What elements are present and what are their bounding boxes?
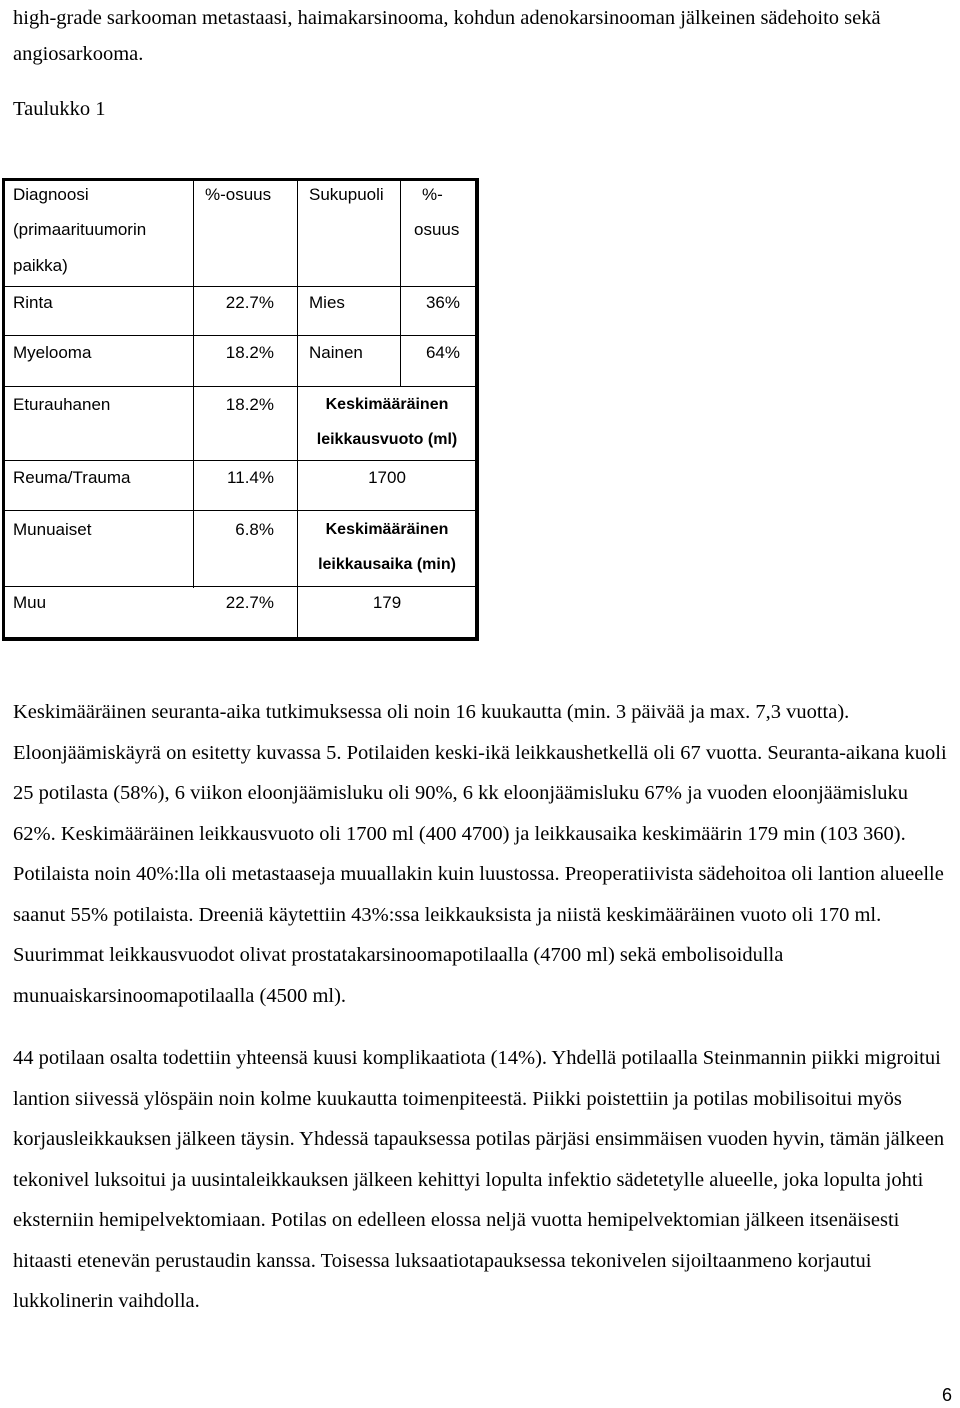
blood-loss-label-line2: leikkausvuoto (ml) [316, 431, 458, 448]
table-col-divider [193, 180, 194, 588]
diagnosis-share: 11.4% [227, 468, 274, 487]
op-time-label-line1: Keskimääräinen [325, 521, 449, 538]
table-title: Taulukko 1 [13, 98, 106, 120]
sex-share: 64% [425, 343, 460, 362]
diagnosis-share: 18.2% [225, 343, 274, 362]
header-diagnosis-line1: Diagnoosi [13, 185, 89, 204]
diagnosis-label: Myelooma [13, 343, 92, 362]
header-sex: Sukupuoli [309, 185, 384, 204]
page-number: 6 [941, 1385, 952, 1405]
table-row-divider [5, 335, 475, 336]
header-sex-share-line1: %- [422, 185, 443, 204]
diagnosis-label: Muu [13, 593, 47, 612]
table-row-divider [5, 386, 475, 387]
complications-paragraph: 44 potilaan osalta todettiin yhteensä kuusi komplikaatiota (14%). Yhdellä potilaalla Steinmannin piikki migroitui lantion siivessä ylöspäin noin kolme kuukautta toimenpiteestä. Piikki poistettiin ja potilas mobilisoitui myös korjausleikkauksen jälkeen täysin. Yhdessä tapauksessa potilas pärjäsi ensimmäisen vuoden hyvin, tämän jälkeen tekonivel luksoitui ja uusintaleikkauksen jälkeen kehittyi lopulta infektio sädetetylle alueelle, joka lopulta johti eksterniin hemipelvektomiaan. Potilas on edelleen elossa neljä vuotta hemipelvektomian jälkeen itsenäisesti hitaasti etenevän perustaudin kanssa. Toisessa luksaatiotapauksessa tekonivelen sijoiltaanmeno korjautui lukkolinerin vaihdolla. [13, 1047, 945, 1312]
sex-share: 36% [425, 293, 460, 312]
header-share: %-osuus [205, 185, 272, 204]
diagnosis-label: Eturauhanen [13, 395, 111, 414]
table-col-divider [400, 180, 401, 386]
header-diagnosis-line2: (primaarituumorin [13, 220, 147, 239]
blood-loss-label-line1: Keskimääräinen [325, 396, 449, 413]
diagnosis-share: 22.7% [225, 293, 274, 312]
diagnosis-share: 18.2% [225, 395, 274, 414]
op-time-label-line2: leikkausaika (min) [318, 556, 456, 573]
sex-label: Nainen [309, 343, 363, 362]
diagnosis-label: Rinta [13, 293, 53, 312]
intro-paragraph: high-grade sarkooman metastaasi, haimakarsinooma, kohdun adenokarsinooman jälkeinen sädehoito sekä angiosarkooma. [13, 7, 881, 65]
body-text [13, 692, 953, 1322]
diagnosis-share: 6.8% [235, 520, 274, 539]
diagnosis-label: Munuaiset [13, 520, 92, 539]
table-row-divider [5, 460, 475, 461]
diagnosis-label: Reuma/Trauma [13, 468, 131, 487]
op-time-value: 179 [372, 593, 402, 612]
blood-loss-value: 1700 [368, 468, 406, 487]
table-row-divider [5, 510, 475, 511]
header-sex-share-line2: osuus [414, 220, 460, 239]
header-diagnosis-line3: paikka) [13, 256, 68, 275]
table-row-divider [5, 586, 475, 587]
table-row-divider [5, 286, 475, 287]
results-paragraph: Keskimääräinen seuranta-aika tutkimuksessa oli noin 16 kuukautta (min. 3 päivää ja max. 7,3 vuotta). Eloonjäämiskäyrä on esitetty kuvassa 5. Potilaiden keski-ikä leikkaushetkellä oli 67 vuotta. Seuranta-aikana kuoli 25 potilasta (58%), 6 viikon eloonjäämisluku oli 90%, 6 kk eloonjäämisluku 67% ja vuoden eloonjäämisluku 62%. Keskimääräinen leikkausvuoto oli 1700 ml (400 4700) ja leikkausaika keskimäärin 179 min (103 360). Potilaista noin 40%:lla oli metastaaseja muuallakin kuin luustossa. Preoperatiivista sädehoitoa oli lantion alueelle saanut 55% potilaista. Dreeniä käytettiin 43%:ssa leikkauksista ja niistä keskimääräinen vuoto oli 170 ml. Suurimmat leikkausvuodot olivat prostatakarsinoomapotilaalla (4700 ml) sekä embolisoidulla munuaiskarsinoomapotilaalla (4500 ml). [13, 701, 947, 1007]
sex-label: Mies [309, 293, 345, 312]
diagnosis-share: 22.7% [225, 593, 274, 612]
